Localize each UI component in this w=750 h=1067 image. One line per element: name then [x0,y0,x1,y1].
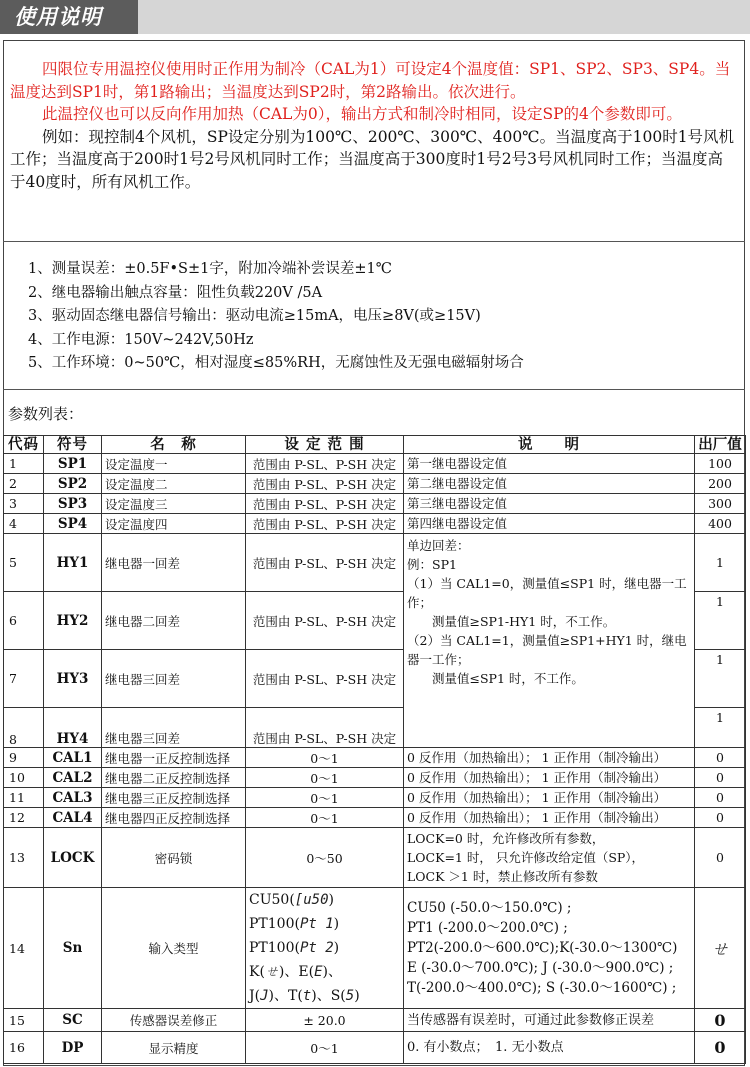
cell-no: 4 [4,514,44,534]
lock-desc-line: LOCK=1 时， 只允许修改给定值（SP）， [407,850,645,865]
cell-code: Sn [44,888,102,1009]
cell-no: 9 [4,748,44,768]
cell-name: 继电器三正反控制选择 [102,788,246,808]
table-row [4,454,746,474]
param-list-title: 参数列表： [8,405,84,423]
cell-default: 1 [695,534,746,592]
cell-range: 范围由 P-SL、P-SH 决定 [246,650,404,708]
lock-desc-line: LOCK=0 时，允许修改所有参数， [407,831,605,846]
cell-code: HY4 [44,708,102,748]
cell-no: 10 [4,768,44,788]
cell-default: 400 [695,514,746,534]
cell-range: 范围由 P-SL、P-SH 决定 [246,534,404,592]
cell-range: 0～1 [246,808,404,828]
cell-no: 2 [4,474,44,494]
cell-name: 继电器一正反控制选择 [102,748,246,768]
hy-desc-line: 单边回差： [407,538,470,553]
cell-no: 12 [4,808,44,828]
cell-no: 6 [4,592,44,650]
cell-code: DP [44,1032,102,1064]
segment-glyph: Pt 1 [299,916,334,932]
spec-item: 1、测量误差：±0.5F•S±1字，附加冷端补尝误差±1℃ [28,261,392,277]
cell-range: 范围由 P-SL、P-SH 决定 [246,494,404,514]
table-row [4,1009,746,1032]
cell-range: 0～1 [246,768,404,788]
table-row [4,808,746,828]
cell-default: 100 [695,454,746,474]
table-row [4,514,746,534]
cell-no: 11 [4,788,44,808]
cell-default: 0 [695,768,746,788]
cell-desc: 0. 有小数点； 1. 无小数点 [404,1032,695,1064]
cell-range: 0～50 [246,828,404,888]
hy-desc-line: （1）当 CAL1=0，测量值≤SP1 时，继电器一工作； [407,576,687,610]
segment-glyph: ㄝ [264,964,279,980]
header-bar [0,0,750,34]
segment-glyph: Pt 2 [299,940,334,956]
cell-code: SP1 [44,454,102,474]
cell-code: CAL3 [44,788,102,808]
cell-name: 继电器二正反控制选择 [102,768,246,788]
cell-name: 设定温度三 [102,494,246,514]
cell-no: 7 [4,650,44,708]
col-header-code: 符号 [44,436,102,454]
col-header-no: 代码 [4,436,44,454]
spec-item: 5、工作环境：0~50℃，相对湿度≤85%RH，无腐蚀性及无强电磁辐射场合 [28,355,524,371]
cell-desc: 第三继电器设定值 [404,494,695,514]
table-row [4,494,746,514]
cell-code: CAL4 [44,808,102,828]
col-header-desc: 说 明 [404,436,695,454]
divider [3,241,745,242]
cell-range: 范围由 P-SL、P-SH 决定 [246,708,404,748]
col-header-range: 设 定 范 围 [246,436,404,454]
cell-default: 0 [695,808,746,828]
sn-type: CU50([u50) [249,892,334,908]
sn-range: E (-30.0～700.0℃); J (-30.0～900.0℃) ; [407,960,674,976]
spec-item: 3、驱动固态继电器信号输出：驱动电流≥15mA，电压≥8V(或≥15V) [28,308,481,324]
lock-desc-line: LOCK ＞1 时，禁止修改所有参数 [407,869,598,884]
cell-name: 设定温度四 [102,514,246,534]
intro-example: 例如：现控制4个风机，SP设定分别为100℃、200℃、300℃、400℃。当温度高于100时1号风机工作；当温度高于200时1号2号风机同时工作；当温度高于300度时1号2号3号风机同时工作；当温度高于40度时，所有风机工作。 [10,127,735,191]
cell-range: 范围由 P-SL、P-SH 决定 [246,592,404,650]
table-row [4,474,746,494]
cell-desc: 第四继电器设定值 [404,514,695,534]
table-row [4,534,746,592]
hy-desc-line: （2）当 CAL1=1，测量值≥SP1+HY1 时，继电器一工作； [407,633,687,667]
sn-range-list [404,888,695,1009]
cell-no: 13 [4,828,44,888]
cell-range: ± 20.0 [246,1009,404,1032]
cell-range: 0～1 [246,788,404,808]
segment-glyph: E [314,964,323,980]
cell-no: 15 [4,1009,44,1032]
cell-range: 范围由 P-SL、P-SH 决定 [246,454,404,474]
cell-desc: 0 反作用（加热输出）； 1 正作用（制冷输出） [404,768,695,788]
segment-glyph: [u50 [294,892,329,908]
cell-default: 0 [695,828,746,888]
table-header-row [4,436,746,454]
cell-default: 1 [695,650,746,708]
col-header-name: 名 称 [102,436,246,454]
intro-red-paragraph-1: 四限位专用温控仪使用时正作用为制冷（CAL为1）可设定4个温度值：SP1、SP2、SP3、SP4。当温度达到SP1时，第1路输出；当温度达到SP2时，第2路输出。依次进行。 [10,60,731,101]
segment-glyph: t [302,988,312,1004]
col-header-default: 出厂值 [695,436,746,454]
table-row [4,828,746,888]
sn-type: J(J)、T(t)、S(5) [249,988,360,1004]
cell-name: 设定温度一 [102,454,246,474]
cell-code: HY2 [44,592,102,650]
sn-range: PT2(-200.0～600.0℃);K(-30.0～1300℃) [407,940,678,956]
cell-default: 0 [695,1032,746,1064]
cell-no: 3 [4,494,44,514]
sn-type: K(ㄝ)、E(E)、 [249,964,342,980]
cell-code: CAL2 [44,768,102,788]
cell-name: 继电器三回差 [102,708,246,748]
table-row [4,748,746,768]
cell-no: 16 [4,1032,44,1064]
cell-code: SP2 [44,474,102,494]
hy-desc-line: 测量值≥SP1-HY1 时，不工作。 [407,614,616,629]
cell-name: 继电器二回差 [102,592,246,650]
cell-default: 0 [695,1009,746,1032]
table-row [4,1032,746,1064]
page-title: 使用说明 [0,0,138,34]
sn-type: PT100(Pt 2) [249,940,340,956]
cell-name: 密码锁 [102,828,246,888]
cell-code: SC [44,1009,102,1032]
cell-code: HY3 [44,650,102,708]
cell-desc: 第一继电器设定值 [404,454,695,474]
cell-name: 显示精度 [102,1032,246,1064]
hy-desc-line: 测量值≤SP1 时，不工作。 [407,671,584,686]
cell-code: CAL1 [44,748,102,768]
cell-name: 继电器四正反控制选择 [102,808,246,828]
cell-code: SP4 [44,514,102,534]
cell-default: 300 [695,494,746,514]
spec-item: 2、继电器输出触点容量：阻性负载220V /5A [28,284,323,301]
spec-item: 4、工作电源：150V~242V,50Hz [28,331,254,348]
cell-desc: 0 反作用（加热输出）； 1 正作用（制冷输出） [404,808,695,828]
cell-no: 5 [4,534,44,592]
cell-no: 1 [4,454,44,474]
cell-name: 继电器三回差 [102,650,246,708]
cell-range: 0～1 [246,1032,404,1064]
cell-no: 8 [4,708,44,748]
sn-range: PT1 (-200.0～200.0℃) ; [407,920,568,936]
sn-type-list [246,888,404,1009]
sn-type: PT100(Pt 1) [249,916,340,932]
cell-desc: 0 反作用（加热输出）； 1 正作用（制冷输出） [404,788,695,808]
cell-default: ㄝ [695,888,746,1009]
param-table [3,435,746,1064]
cell-range: 范围由 P-SL、P-SH 决定 [246,514,404,534]
cell-desc: 0 反作用（加热输出）； 1 正作用（制冷输出） [404,748,695,768]
cell-desc: 当传感器有误差时，可通过此参数修正误差 [404,1009,695,1032]
specs-list [28,258,728,376]
hy-description [404,534,695,748]
intro-section [10,58,738,193]
segment-glyph: J [260,988,269,1004]
intro-red-paragraph-2: 此温控仪也可以反向作用加热（CAL为0），输出方式和制冷时相同，设定SP的4个参数即可。 [42,105,682,123]
cell-default: 0 [695,788,746,808]
segment-glyph: 5 [345,988,355,1004]
cell-name: 传感器误差修正 [102,1009,246,1032]
hy-desc-line: 例：SP1 [407,557,457,572]
cell-name: 设定温度二 [102,474,246,494]
divider [3,389,745,390]
sn-range: CU50 (-50.0～150.0℃) ; [407,900,572,916]
cell-desc [404,828,695,888]
cell-range: 范围由 P-SL、P-SH 决定 [246,474,404,494]
cell-default: 200 [695,474,746,494]
cell-code: LOCK [44,828,102,888]
cell-name: 输入类型 [102,888,246,1009]
table-row [4,888,746,1009]
cell-default: 1 [695,592,746,650]
table-row [4,768,746,788]
cell-code: SP3 [44,494,102,514]
sn-range: T(-200.0～400.0℃); S (-30.0～1600℃) ; [407,980,677,996]
cell-range: 0～1 [246,748,404,768]
table-row [4,788,746,808]
cell-no: 14 [4,888,44,1009]
cell-code: HY1 [44,534,102,592]
cell-default: 1 [695,708,746,748]
cell-default: 0 [695,748,746,768]
cell-desc: 第二继电器设定值 [404,474,695,494]
cell-name: 继电器一回差 [102,534,246,592]
